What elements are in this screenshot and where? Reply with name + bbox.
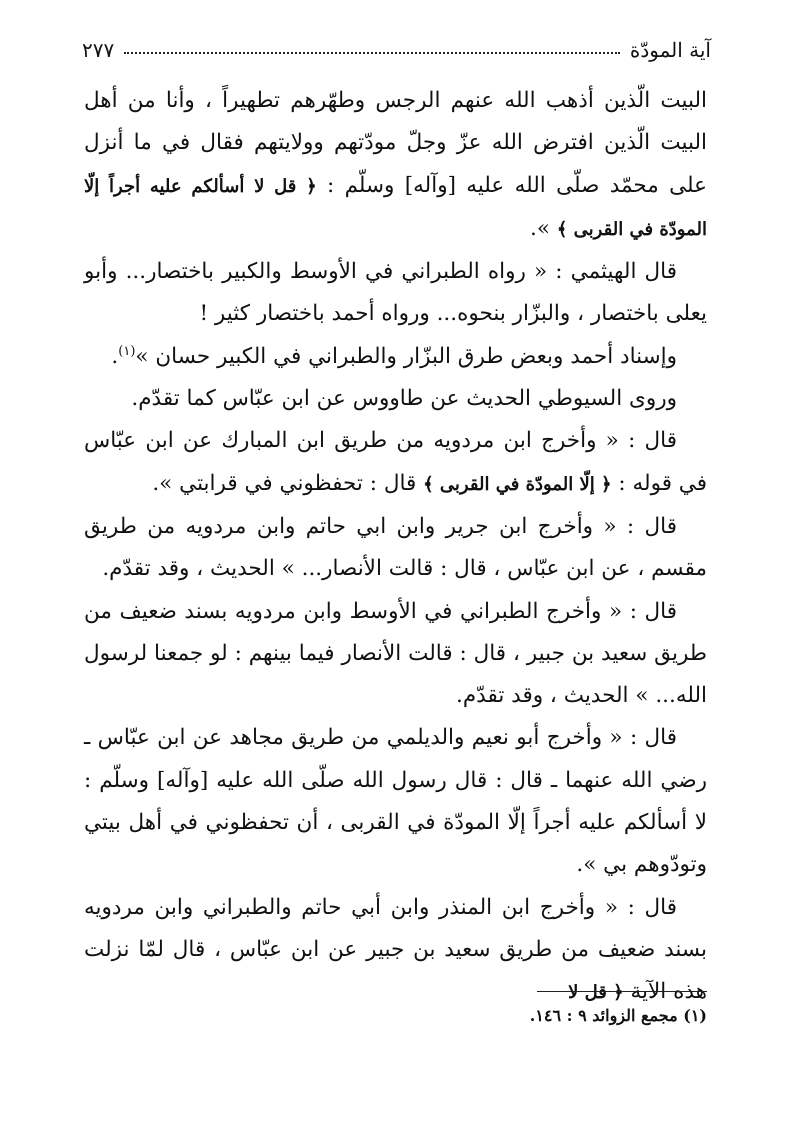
quran-verse: ﴿ إلّا المودّة في القربى ﴾	[423, 473, 612, 495]
body-text	[84, 80, 707, 1015]
paragraph: قال : « وأخرج ابن مردويه من طريق ابن المبارك عن ابن عبّاس في قوله : ﴿ إلّا المودّة في القربى ﴾ قال : تحفظوني في قرابتي ».	[84, 428, 707, 496]
paragraph: وروى السيوطي الحديث عن طاووس عن ابن عبّاس كما تقدّم.	[131, 386, 677, 412]
running-header	[82, 36, 711, 64]
footnote-divider	[537, 991, 707, 992]
header-leader-dots	[124, 52, 620, 54]
page-number: ٢٧٧	[82, 38, 115, 62]
footnote: (١) مجمع الزوائد ٩ : ١٤٦.	[529, 1006, 707, 1025]
paragraph: قال : « وأخرج الطبراني في الأوسط وابن مردويه بسند ضعيف من طريق سعيد بن جبير ، قال : قالت الأنصار فيما بينهم : لو جمعنا لرسول الله... » الحديث ، وقد تقدّم.	[84, 598, 707, 709]
quran-verse: ﴿ قل لا	[568, 982, 624, 1004]
header-title: آية المودّة	[629, 38, 711, 62]
paragraph: قال : « وأخرج أبو نعيم والديلمي من طريق مجاهد عن ابن عبّاس ـ رضي الله عنهما ـ قال : قال رسول الله صلّى الله عليه [وآله] وسلّم : لا أسألكم عليه أجراً إلّا المودّة في القربى ، أن تحفظوني في أهل بيتي وتودّوهم بي ».	[84, 725, 707, 878]
paragraph: قال الهيثمي : « رواه الطبراني في الأوسط والكبير باختصار... وأبو يعلى باختصار ، والبزّار بنحوه... ورواه أحمد باختصار كثير !	[84, 259, 707, 327]
paragraph: البيت الّذين أذهب الله عنهم الرجس وطهّرهم تطهيراً ، وأنا من أهل البيت الّذين افترض الله عزّ وجلّ مودّتهم وولايتهم فقال في ما أنزل على محمّد صلّى الله عليه [وآله] وسلّم : ﴿ قل لا أسألكم عليه أجراً إلّا المودّة في القربى ﴾ ».	[84, 88, 708, 241]
paragraph: قال : « وأخرج ابن المنذر وابن أبي حاتم والطبراني وابن مردويه بسند ضعيف من طريق سعيد بن جبير عن ابن عبّاس ، قال لمّا نزلت هذه الآية ﴿ قل لا	[84, 894, 707, 1005]
quran-verse: ﴿ قل لا أسألكم عليه أجراً إلّا المودّة في القربى ﴾	[84, 175, 707, 240]
paragraph: وإسناد أحمد وبعض طرق البزّار والطبراني في الكبير حسان »$^{(١)}$.	[111, 343, 677, 369]
footnote-ref: (١)	[118, 343, 136, 359]
paragraph: قال : « وأخرج ابن جرير وابن ابي حاتم وابن مردويه من طريق مقسم ، عن ابن عبّاس ، قال : قالت الأنصار... » الحديث ، وقد تقدّم.	[84, 513, 707, 582]
